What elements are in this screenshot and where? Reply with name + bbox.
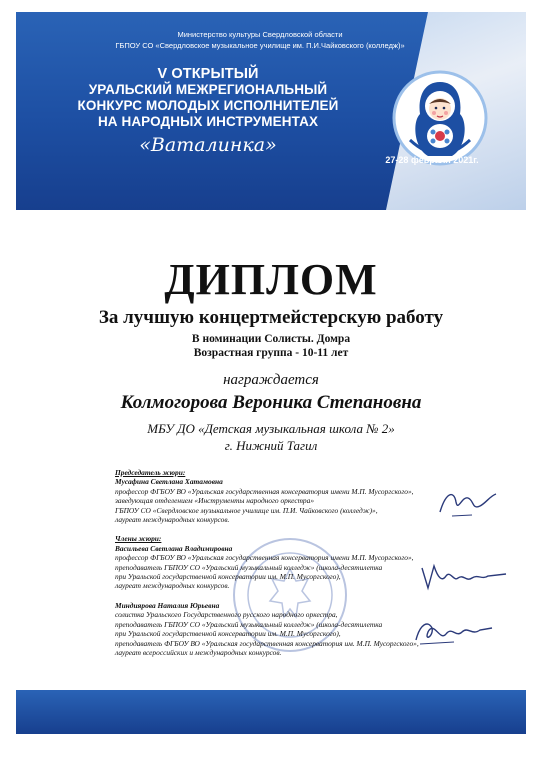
chair-credential: заведующая отделением «Инструменты народного оркестра» (115, 496, 315, 506)
title-line: КОНКУРС МОЛОДЫХ ИСПОЛНИТЕЛЕЙ (77, 98, 339, 113)
members-heading: Члены жюри: (115, 534, 162, 544)
chair-credential: профессор ФГБОУ ВО «Уральская государственная консерватория имени М.П. Мусоргского», (115, 486, 414, 496)
nomination-block (0, 332, 542, 360)
competition-dates: 27-28 февраля 2021г. (385, 155, 479, 165)
member1-signature-icon (418, 560, 510, 596)
footer-banner (16, 690, 526, 734)
winner-name: Колмогорова Вероника Степановна (120, 392, 422, 413)
title-line: УРАЛЬСКИЙ МЕЖРЕГИОНАЛЬНЫЙ (88, 82, 328, 97)
school-block (0, 420, 542, 454)
award-title: За лучшую концертмейстерскую работу (98, 307, 444, 328)
chair-heading: Председатель жюри: (115, 468, 186, 477)
competition-name: «Вaтaлинкa» (139, 134, 277, 156)
member-credential: лауреат всероссийских и международных конкурсов. (115, 647, 282, 657)
ministry-line: Министерство культуры Свердловской области (177, 30, 343, 39)
chair-signature-icon (432, 482, 502, 522)
member-credential: профессор ФГБОУ ВО «Уральская государственная консерватория имени М.П. Мусоргского», (115, 553, 414, 563)
ministry-header (110, 29, 410, 51)
title-line: НА НАРОДНЫХ ИНСТРУМЕНТАХ (97, 114, 319, 129)
diploma-title: ДИПЛОМ (164, 255, 378, 304)
member-credential: при Уральской государственной консерватории им. М.П. Мусоргского), (115, 572, 341, 582)
chair-name: Мусафина Светлана Хатамовна (115, 477, 223, 487)
age-group: Возрастная группа - 10-11 лет (193, 347, 349, 359)
member-credential: преподаватель ФГБОУ ВО «Уральская государственная консерватория им. М.П. Мусоргского», (115, 638, 419, 648)
member-credential: преподаватель ГБПОУ СО «Уральский музыкальный колледж» (школа-десятилетка (115, 619, 383, 629)
competition-title (58, 66, 358, 158)
member2-signature-icon (410, 612, 496, 652)
title-line: V ОТКРЫТЫЙ (157, 66, 259, 82)
member-credential: лауреат международных конкурсов. (115, 581, 230, 591)
college-line: ГБПОУ СО «Свердловское музыкальное училище им. П.И.Чайковского (колледж)» (115, 41, 405, 50)
jury-section (115, 468, 435, 657)
member-credential: при Уральской государственной консерватории им. М.П. Мусоргского), (115, 629, 341, 639)
chair-credential: ГБПОУ СО «Свердловское музыкальное училище им. П.И. Чайковского (колледж)», (115, 505, 378, 515)
city: г. Нижний Тагил (224, 438, 318, 453)
chair-credential: лауреат международных конкурсов. (115, 515, 230, 525)
member-name: Миндиярова Наталия Юрьевна (115, 600, 220, 610)
nomination: В номинации Солисты. Домра (191, 333, 351, 345)
member-credential: солистка Уральского Государственного русского народного оркестра, (115, 610, 338, 620)
member-credential: преподаватель ГБПОУ СО «Уральский музыкальный колледж» (школа-десятилетка (115, 562, 383, 572)
awarded-label: награждается (223, 372, 319, 388)
school-name: МБУ ДО «Детская музыкальная школа № 2» (147, 421, 395, 436)
member-name: Васильева Светлана Владимировна (115, 543, 233, 553)
